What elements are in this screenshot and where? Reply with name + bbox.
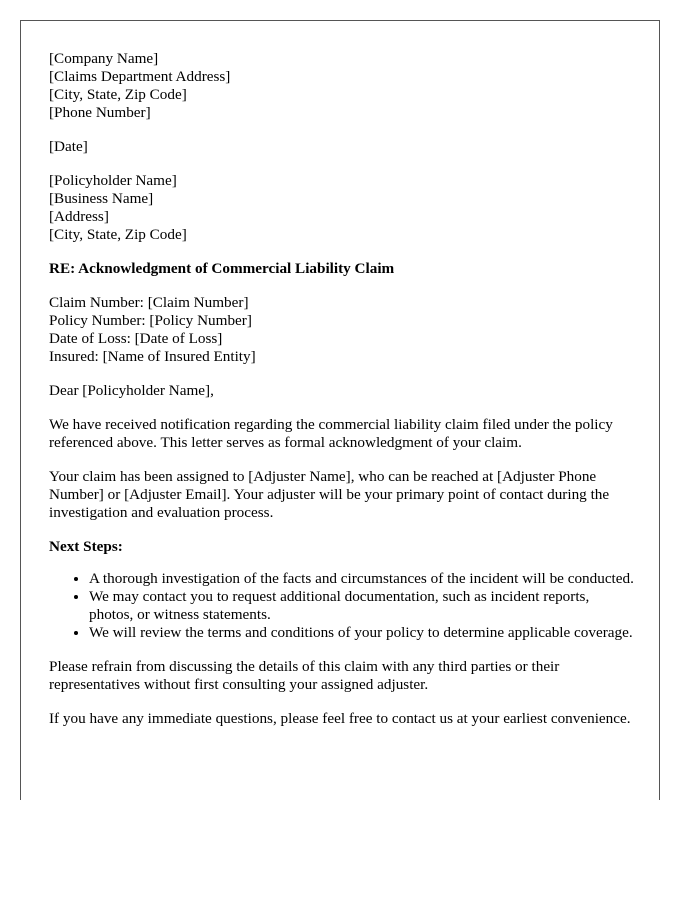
date-block bbox=[49, 138, 634, 156]
sender-city-state-zip: [City, State, Zip Code] bbox=[49, 86, 187, 103]
insured-entity: Insured: [Name of Insured Entity] bbox=[49, 348, 256, 365]
sender-block bbox=[49, 50, 634, 122]
letter-content bbox=[49, 50, 634, 744]
claim-info-block bbox=[49, 294, 634, 366]
paragraph-acknowledgment: We have received notification regarding the commercial liability claim filed under the policy referenced above. This letter serves as formal acknowledgment of your claim. bbox=[49, 416, 613, 451]
next-steps-list bbox=[49, 570, 634, 642]
policy-number: Policy Number: [Policy Number] bbox=[49, 312, 252, 329]
recipient-name: [Policyholder Name] bbox=[49, 172, 177, 189]
salutation: Dear [Policyholder Name], bbox=[49, 382, 214, 399]
sender-company-name: [Company Name] bbox=[49, 50, 159, 67]
next-steps-heading: Next Steps: bbox=[49, 538, 123, 555]
list-item: • A thorough investigation of the facts and circumstances of the incident will be conducted. bbox=[89, 570, 634, 588]
letter-page bbox=[20, 20, 660, 800]
paragraph-adjuster: Your claim has been assigned to [Adjuster Name], who can be reached at [Adjuster Phone Number] or [Adjuster Email]. Your adjuster will be your primary point of contact during the investigation and evaluation process. bbox=[49, 468, 610, 521]
paragraph-confidentiality: Please refrain from discussing the details of this claim with any third parties or their representatives without first consulting your assigned adjuster. bbox=[49, 658, 560, 693]
sender-address: [Claims Department Address] bbox=[49, 68, 231, 85]
list-item: • We may contact you to request additional documentation, such as incident reports, photos, or witness statements. bbox=[89, 588, 634, 624]
claim-number: Claim Number: [Claim Number] bbox=[49, 294, 249, 311]
recipient-city-state-zip: [City, State, Zip Code] bbox=[49, 226, 187, 243]
recipient-block bbox=[49, 172, 634, 244]
date-of-loss: Date of Loss: [Date of Loss] bbox=[49, 330, 223, 347]
recipient-address: [Address] bbox=[49, 208, 109, 225]
list-item: • We will review the terms and conditions of your policy to determine applicable coverage. bbox=[89, 624, 634, 642]
recipient-business: [Business Name] bbox=[49, 190, 154, 207]
subject-line: RE: Acknowledgment of Commercial Liability Claim bbox=[49, 260, 395, 277]
paragraph-contact: If you have any immediate questions, please feel free to contact us at your earliest convenience. bbox=[49, 710, 631, 727]
letter-date: [Date] bbox=[49, 138, 88, 155]
sender-phone: [Phone Number] bbox=[49, 104, 151, 121]
